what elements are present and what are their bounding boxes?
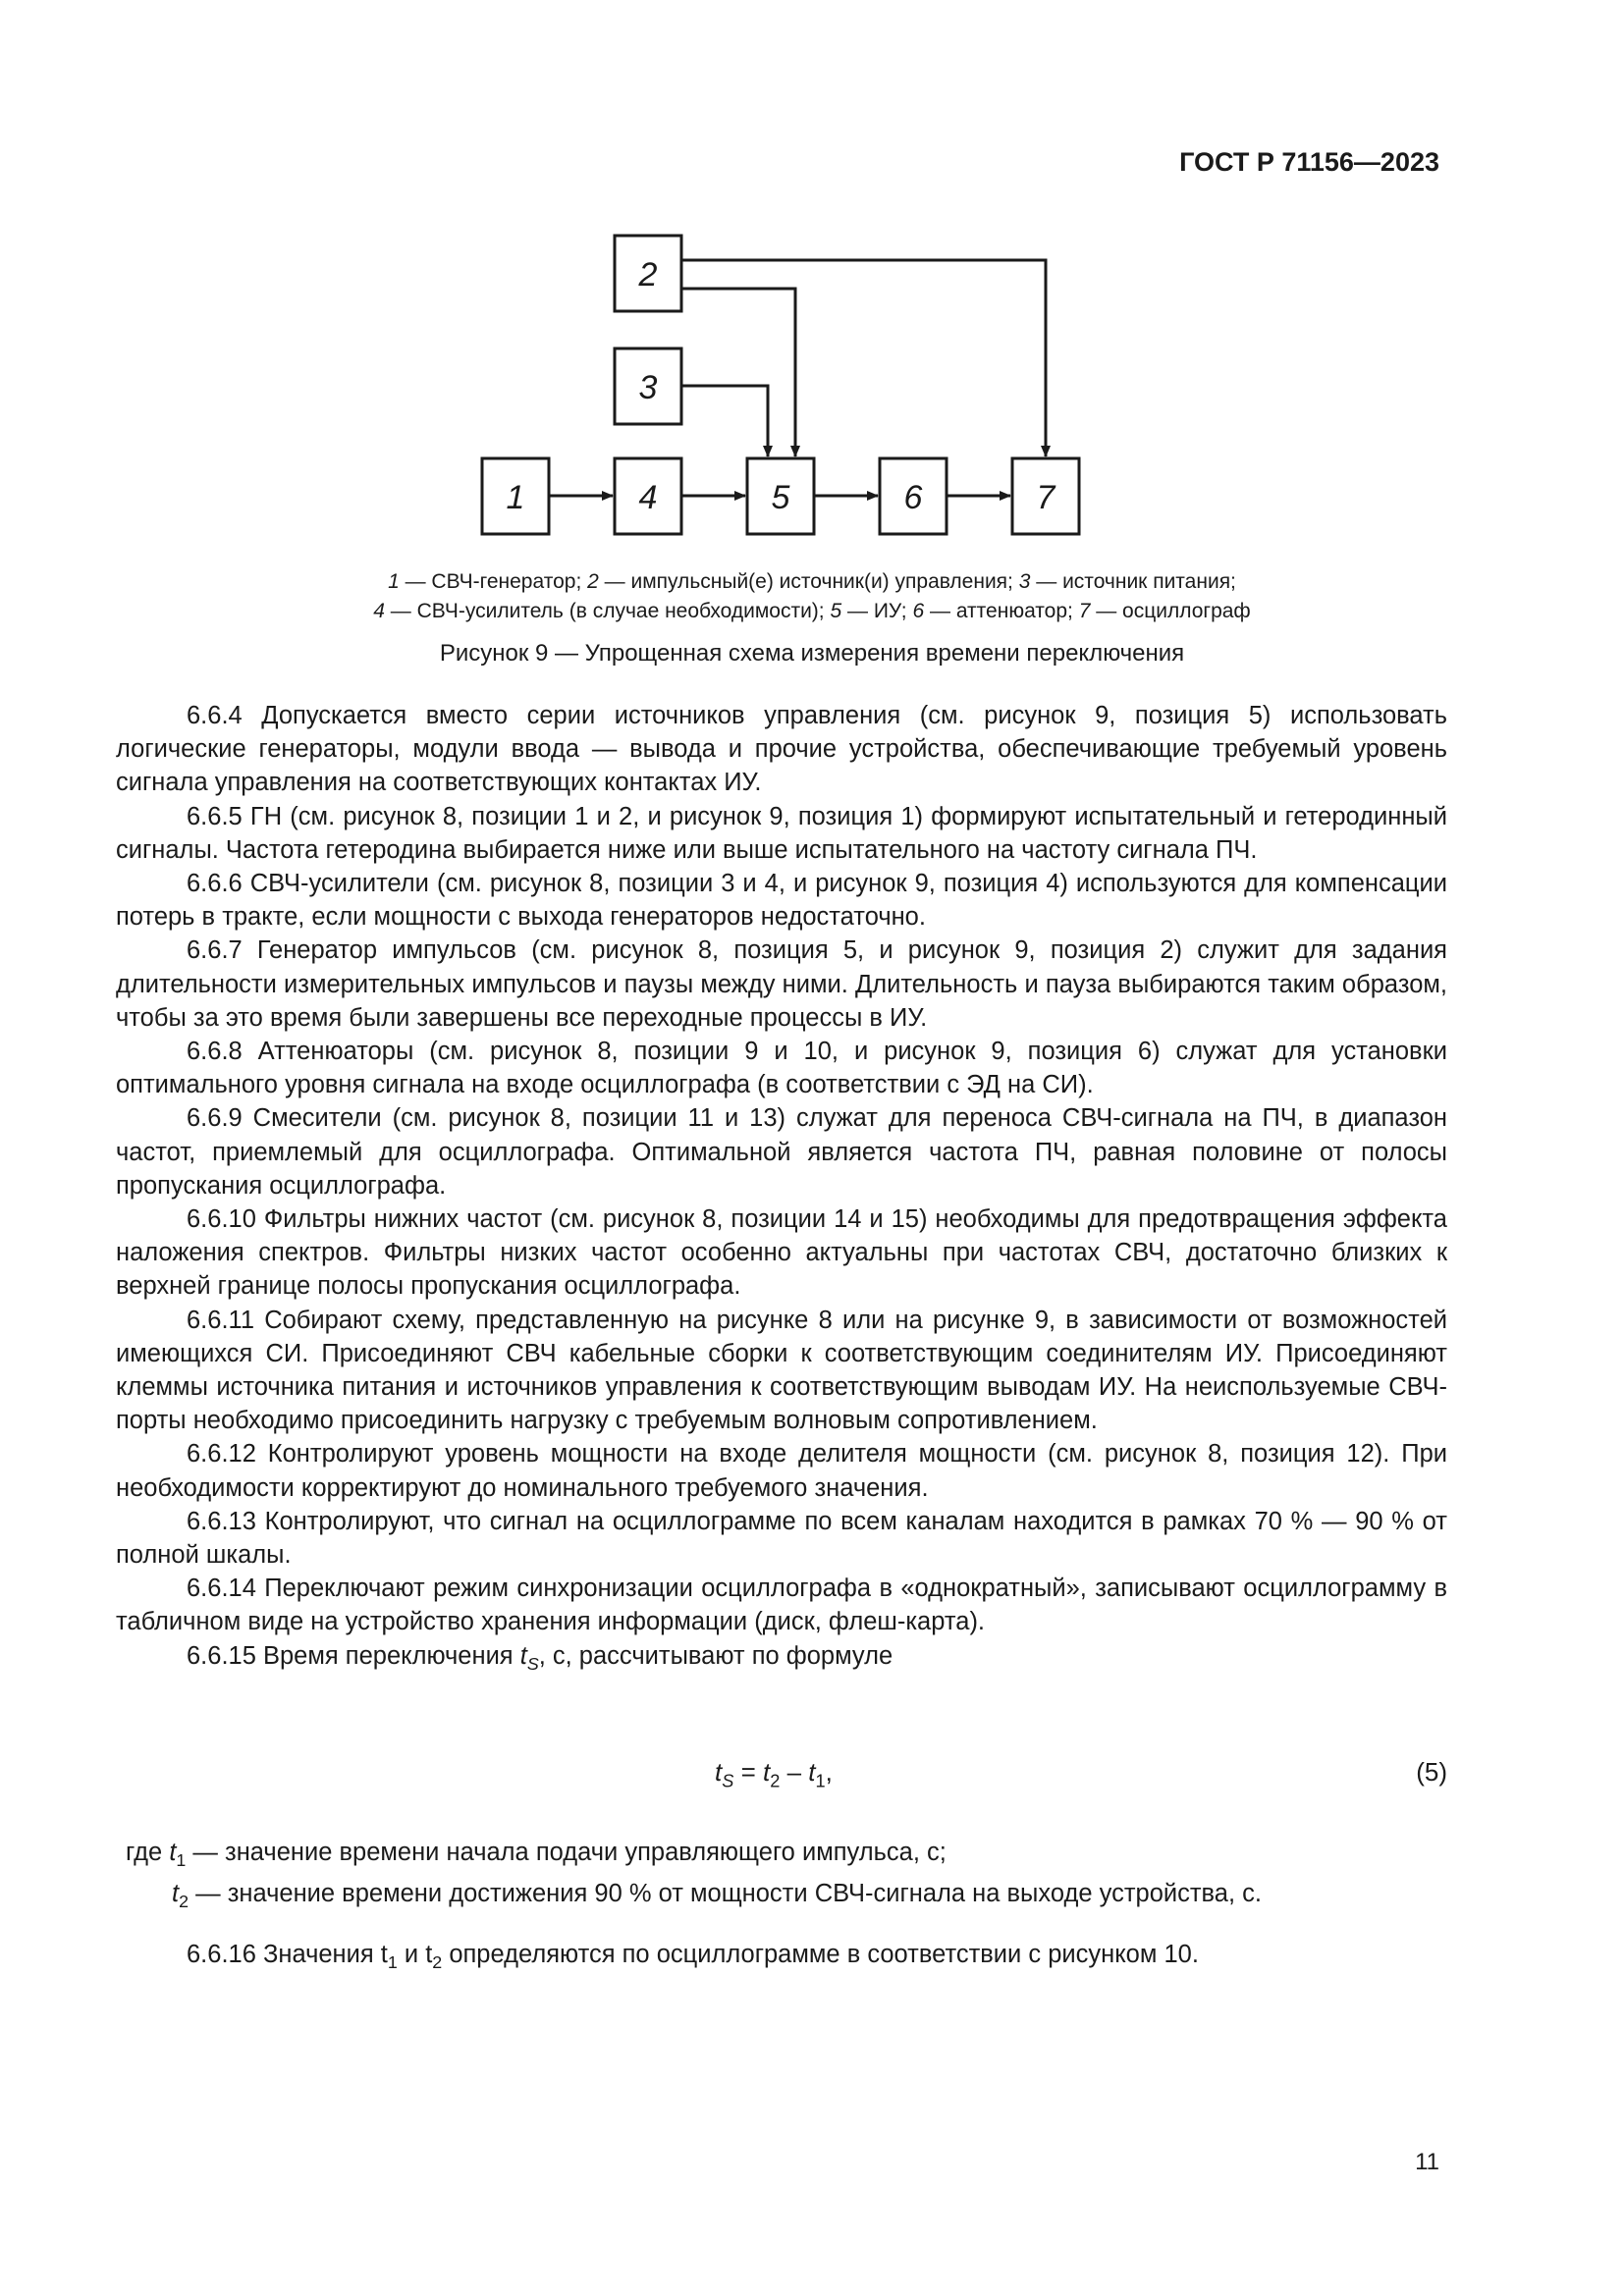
paragraph: 6.6.5 ГН (см. рисунок 8, позиции 1 и 2, и рисунок 9, позиция 1) формируют испытательный и гетеродинный сигналы. Частота гетеродина выбирается ниже или выше испытательного на частоту сигнала ПЧ.	[116, 802, 1447, 864]
block-label-7: 7	[1036, 479, 1056, 516]
figure-legend	[0, 567, 1624, 626]
document-code: ГОСТ Р 71156—2023	[1179, 147, 1439, 177]
where-item: $t_2$ — значение времени достижения 90 % от мощности СВЧ-сигнала на выходе устройства, с.	[172, 1880, 1262, 1912]
where-item: где $t_1$ — значение времени начала подачи управляющего импульса, с;	[126, 1839, 947, 1871]
legend-line-2: 4 — СВЧ-усилитель (в случае необходимости); 5 — ИУ; 6 — аттенюатор; 7 — осциллограф	[373, 600, 1251, 622]
paragraph: 6.6.12 Контролируют уровень мощности на входе делителя мощности (см. рисунок 8, позиция 12). При необходимости корректируют до номинального требуемого значения.	[116, 1440, 1447, 1502]
block-label-1: 1	[506, 479, 525, 516]
paragraph: 6.6.7 Генератор импульсов (см. рисунок 8, позиция 5, и рисунок 9, позиция 2) служит для задания длительности измерительных импульсов и паузы между ними. Длительность и пауза выбираются таким образом, чтобы за это время были завершены все переходные процессы в ИУ.	[116, 936, 1447, 1032]
formula: $t_S = t_2 - t_1$,	[715, 1757, 833, 1791]
block-label-6: 6	[903, 479, 923, 516]
block-diagram	[0, 0, 1624, 560]
block-label-2: 2	[638, 256, 658, 294]
where-clause	[126, 1836, 1262, 1918]
paragraph-6-6-16: 6.6.16 Значения $t_1$ и $t_2$ определяются по осциллограмме в соответствии с рисунком 10.	[187, 1941, 1199, 1973]
block-label-4: 4	[638, 479, 658, 516]
body-text	[116, 699, 1447, 1681]
arrow-2-5	[681, 289, 795, 456]
paragraph: 6.6.10 Фильтры нижних частот (см. рисунок 8, позиции 14 и 15) необходимы для предотвращения эффекта наложения спектров. Фильтры низких частот особенно актуальны при частотах СВЧ, достаточно близких к верхней границе полосы пропускания осциллографа.	[116, 1205, 1447, 1301]
formula-number: (5)	[1416, 1757, 1447, 1787]
block-label-5: 5	[771, 479, 790, 516]
paragraph: 6.6.9 Смесители (см. рисунок 8, позиции 11 и 13) служат для переноса СВЧ-сигнала на ПЧ, в диапазон частот, приемлемый для осциллографа. Оптимальной является частота ПЧ, равная половине от полосы пропускания осциллографа.	[116, 1104, 1447, 1200]
paragraph: 6.6.4 Допускается вместо серии источников управления (см. рисунок 9, позиция 5) использовать логические генераторы, модули ввода — вывода и прочие устройства, обеспечивающие требуемый уровень сигнала управления на соответствующих контактах ИУ.	[116, 702, 1447, 797]
paragraph: 6.6.15 Время переключения $t_S$, с, рассчитывают по формуле	[187, 1641, 893, 1674]
paragraph: 6.6.6 СВЧ-усилители (см. рисунок 8, позиции 3 и 4, и рисунок 9, позиция 4) используются для компенсации потерь в тракте, если мощности с выхода генераторов недостаточно.	[116, 870, 1447, 932]
arrow-3-5	[681, 386, 768, 456]
block-label-3: 3	[638, 369, 658, 406]
paragraph: 6.6.11 Собирают схему, представленную на рисунке 8 или на рисунке 9, в зависимости от возможностей имеющихся СИ. Присоединяют СВЧ кабельные сборки к соответствующим соединителям ИУ. Присоединяют клеммы источника питания и источников управления к соответствующим выводам ИУ. На неиспользуемые СВЧ-порты необходимо присоединить нагрузку с требуемым волновым сопротивлением.	[116, 1306, 1447, 1435]
paragraph: 6.6.13 Контролируют, что сигнал на осциллограмме по всем каналам находится в рамках 70 % — 90 % от полной шкалы.	[116, 1507, 1447, 1570]
paragraph: 6.6.8 Аттенюаторы (см. рисунок 8, позиции 9 и 10, и рисунок 9, позиция 6) служат для установки оптимального уровня сигнала на входе осциллографа (в соответствии с ЭД на СИ).	[116, 1038, 1447, 1099]
formula-block	[116, 1757, 1447, 1796]
figure-title: Рисунок 9 — Упрощенная схема измерения времени переключения	[439, 640, 1185, 667]
page-number: 11	[1415, 2149, 1439, 2175]
paragraph: 6.6.14 Переключают режим синхронизации осциллографа в «однократный», записывают осциллограмму в табличном виде на устройство хранения информации (диск, флеш-карта).	[116, 1575, 1447, 1636]
legend-line-1: 1 — СВЧ-генератор; 2 — импульсный(е) источник(и) управления; 3 — источник питания;	[388, 570, 1236, 593]
